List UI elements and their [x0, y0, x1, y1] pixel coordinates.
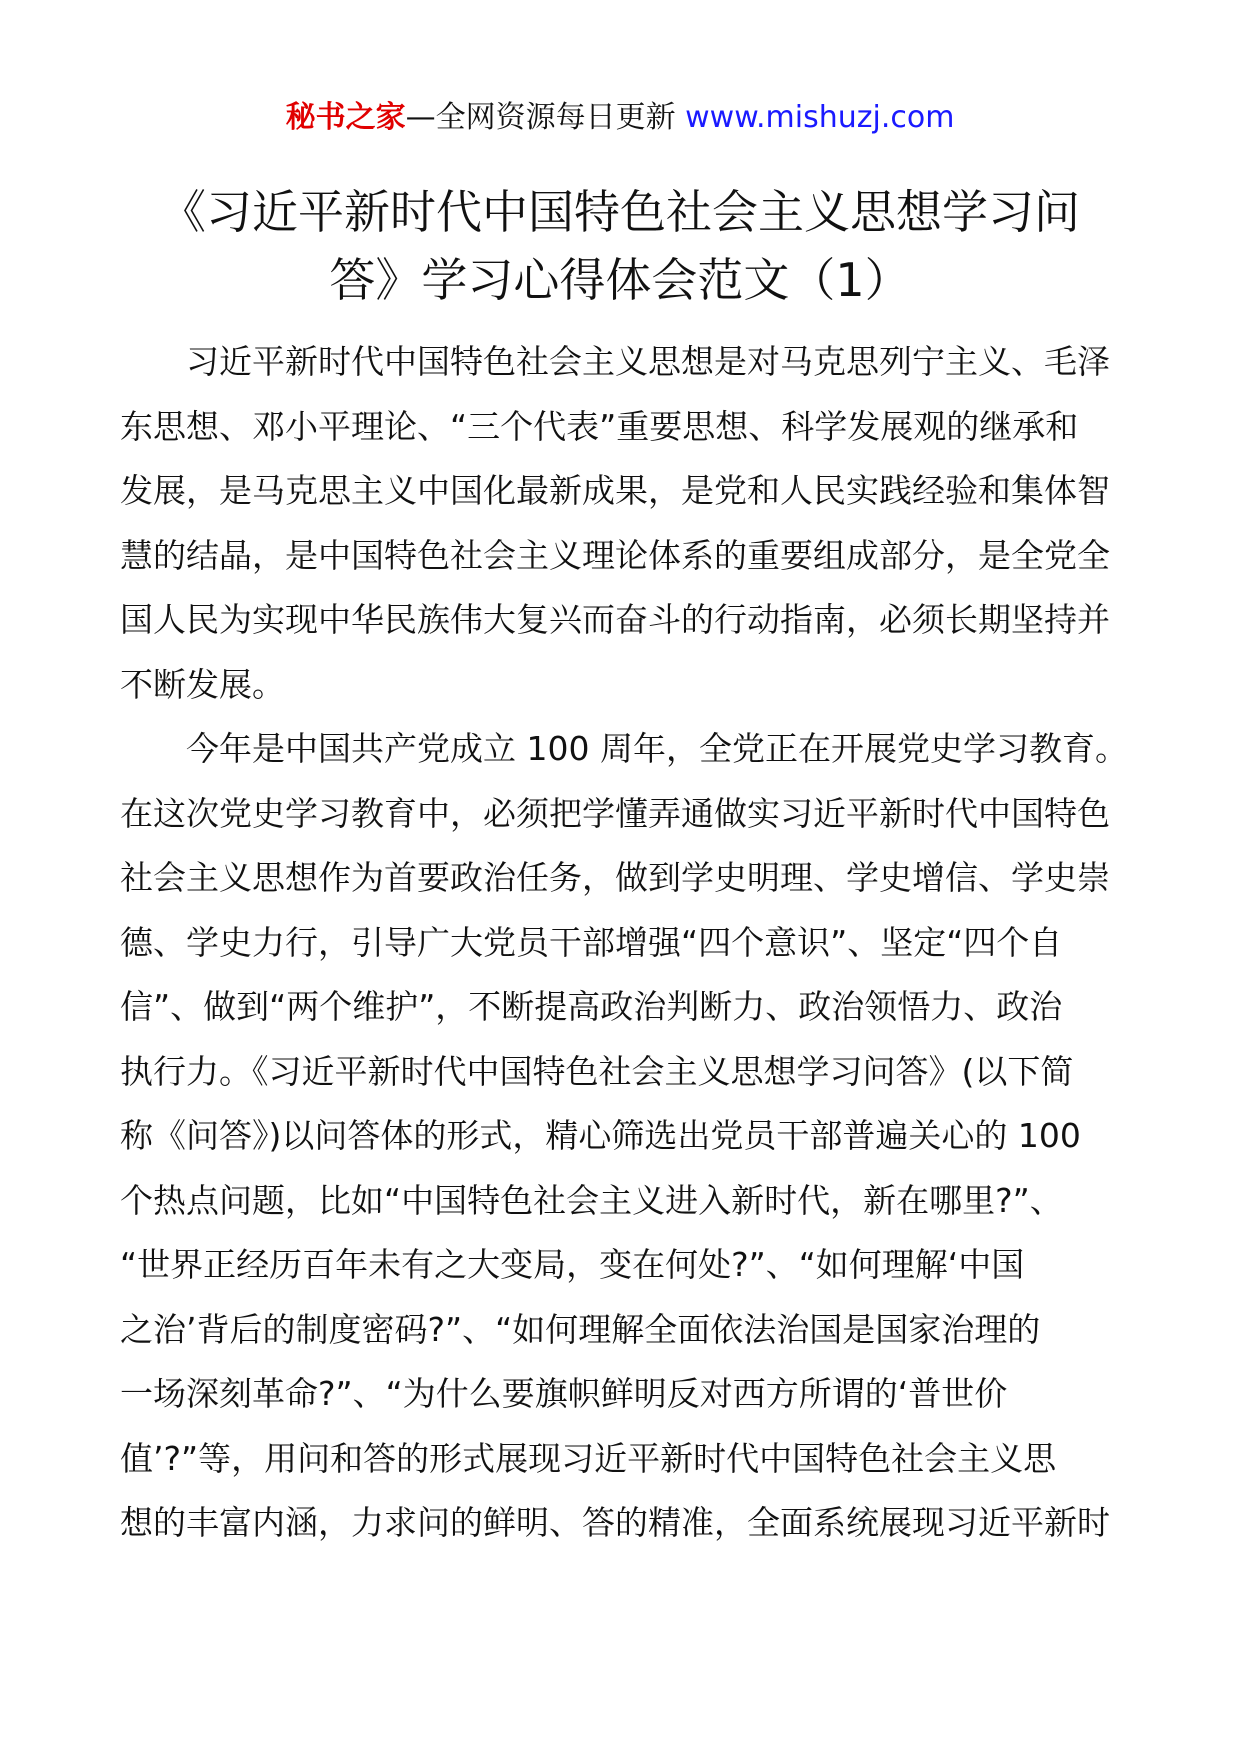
- paragraph-line: 想的丰富内涵，力求问的鲜明、答的精准，全面系统展现习近平新时: [120, 1503, 1110, 1542]
- paragraph-line: 东思想、邓小平理论、“三个代表”重要思想、科学发展观的继承和: [120, 406, 1079, 446]
- paragraph-line: 发展，是马克思主义中国化最新成果，是党和人民实践经验和集体智: [120, 471, 1110, 510]
- title-line-1: 《习近平新时代中国特色社会主义思想学习问: [160, 185, 1080, 239]
- paragraph-line: 称《问答》)以问答体的形式，精心筛选出党员干部普遍关心的 100: [120, 1116, 1081, 1155]
- document-title: [120, 178, 1120, 314]
- brand-name: 秘书之家: [285, 100, 406, 135]
- paragraph-1: [120, 330, 1122, 717]
- site-url-link[interactable]: www.mishuzj.com: [685, 100, 955, 135]
- paragraph-line: 信”、做到“两个维护”，不断提高政治判断力、政治领悟力、政治: [120, 987, 1063, 1026]
- paragraph-line: 值’?”等，用问和答的形式展现习近平新时代中国特色社会主义思: [120, 1438, 1057, 1478]
- header-tagline: —全网资源每日更新: [405, 100, 686, 135]
- paragraph-line: 一场深刻革命?”、“为什么要旗帜鲜明反对西方所谓的‘普世价: [120, 1374, 1008, 1413]
- paragraph-line: 之治’背后的制度密码?”、“如何理解全面依法治国是国家治理的: [120, 1309, 1041, 1349]
- paragraph-line: 不断发展。: [120, 664, 285, 704]
- document-body: [120, 330, 1128, 1556]
- paragraph-line: 社会主义思想作为首要政治任务，做到学史明理、学史增信、学史崇: [120, 858, 1110, 897]
- paragraph-line: 德、学史力行，引导广大党员干部增强“四个意识”、坚定“四个自: [120, 922, 1063, 962]
- paragraph-line: 执行力。《习近平新时代中国特色社会主义思想学习问答》(以下简: [120, 1051, 1074, 1091]
- title-line-2: 答》学习心得体会范文（1）: [329, 253, 911, 307]
- paragraph-line: 今年是中国共产党成立 100 周年，全党正在开展党史学习教育。: [186, 729, 1128, 768]
- paragraph-line: 在这次党史学习教育中，必须把学懂弄通做实习近平新时代中国特色: [120, 793, 1110, 833]
- site-header: [0, 98, 1240, 138]
- paragraph-line: 慧的结晶，是中国特色社会主义理论体系的重要组成部分，是全党全: [120, 535, 1110, 575]
- paragraph-line: 个热点问题，比如“中国特色社会主义进入新时代，新在哪里?”、: [120, 1180, 1063, 1220]
- paragraph-line: 国人民为实现中华民族伟大复兴而奋斗的行动指南，必须长期坚持并: [120, 600, 1110, 639]
- paragraph-line: 习近平新时代中国特色社会主义思想是对马克思列宁主义、毛泽: [186, 342, 1110, 381]
- paragraph-2: [120, 717, 1128, 1556]
- paragraph-line: “世界正经历百年未有之大变局，变在何处?”、“如何理解‘中国: [120, 1245, 1025, 1284]
